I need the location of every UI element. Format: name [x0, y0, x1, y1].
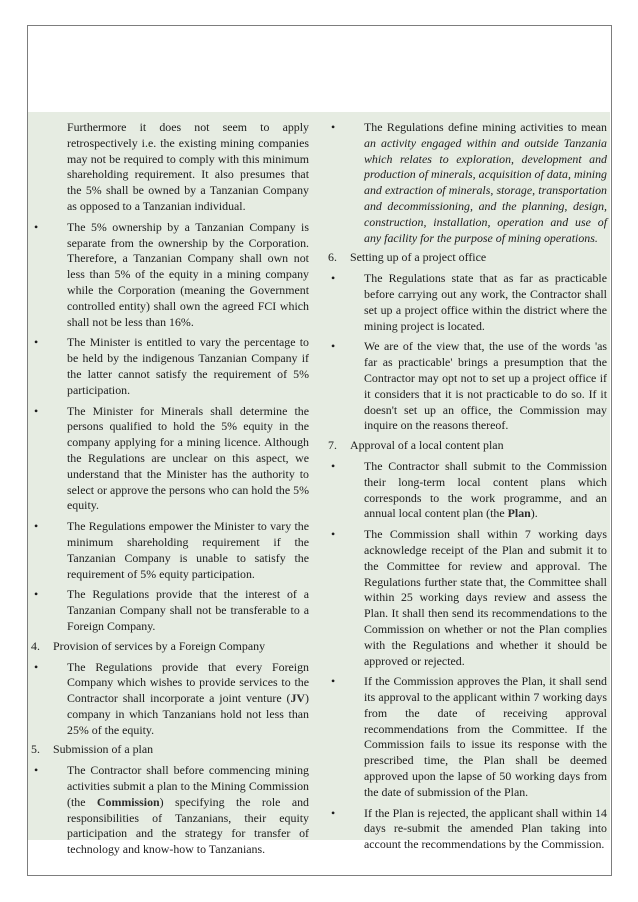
bullet-icon: • — [331, 120, 336, 134]
list-item — [31, 519, 309, 582]
list-item-text: The Minister for Minerals shall determine the persons qualified to hold the 5% equity in the company applying for a mining licence. Although the Regulations are unclear on this aspect, we understand that the Minister has the authority to select or approve the persons who can hold the 5% equity. — [67, 403, 309, 513]
list-item-text: If the Commission approves the Plan, it shall send its approval to the applicant within 7 working days from the date of receiving approval recommendations from the Committee. If the Commission fails to issue its response with the prescribed time, the Plan shall be deemed approved upon the lapse of 50 working days from the date of submission of the Plan. — [364, 674, 607, 799]
list-item-text: The Commission shall within 7 working days acknowledge receipt of the Plan and submit it to the Committee for review and approval. The Regulations further state that, the Committee shall within 25 working days review and assess the Plan. It shall then send its recommendations to the Commission on whether or not the Plan complies with the Regulations and whether it should be approved or rejected. — [364, 527, 607, 668]
bullet-icon: • — [331, 674, 336, 689]
section-title: Provision of services by a Foreign Company — [53, 638, 266, 653]
bullet-icon: • — [331, 271, 336, 286]
defined-term: Commission — [96, 794, 160, 809]
section-number: 6. — [328, 250, 337, 265]
list-item — [328, 339, 607, 434]
bullet-icon: • — [331, 458, 336, 473]
text-run: ) company in which Tanzanians hold not less than 25% of the equity. — [67, 691, 309, 737]
defined-term: JV — [290, 691, 306, 706]
definition-italic: an activity engaged within and outside Tanzania which relates to exploration, development and production of minerals, acquisition of data, mining and extraction of minerals, storage, transportation and decommissioning, and the planning, design, construction, installation, operation and use of any facility for the purpose of mining operations. — [364, 135, 607, 245]
list-item — [31, 763, 309, 858]
list-item-text — [364, 120, 607, 246]
bullet-icon: • — [34, 763, 39, 778]
section-heading-7 — [328, 438, 607, 454]
list-item-text: We are of the view that, the use of the words 'as far as practicable' brings a presumption that the Contractor may opt not to set up a project office if it considers that it is not practicable to do so. If it doesn't set up an office, the Commission may inquire on the reasons thereof. — [364, 339, 607, 433]
text-run: ) specifying the role and responsibilities of Tanzanians, their equity participation and the strategy for transfer of technology and know-how to Tanzanians. — [67, 794, 309, 857]
list-item — [328, 120, 607, 246]
section-title: Approval of a local content plan — [350, 438, 504, 453]
list-item — [328, 674, 607, 800]
list-item-text — [364, 459, 607, 522]
list-item-text — [67, 763, 309, 858]
section-title: Submission of a plan — [53, 742, 154, 757]
defined-term: Plan — [507, 506, 531, 521]
list-item — [328, 806, 607, 853]
text-run: The Regulations provide that every Foreign Company which wishes to provide services to the Contractor shall incorporate a joint venture ( — [67, 659, 309, 706]
bullet-icon: • — [34, 659, 39, 674]
list-item — [328, 527, 607, 669]
section-title: Setting up of a project office — [350, 250, 487, 265]
list-item-text: The Regulations provide that the interest of a Tanzanian Company shall not be transferable to a Foreign Company. — [67, 587, 309, 633]
list-item-text: The 5% ownership by a Tanzanian Company is separate from the ownership by the Corporation. Therefore, a Tanzanian Company shall own not less than 5% of the equity in a mining company while the Corporation (meaning the Government controlled entity) shall own the agreed FCI which shall not be less than 16%. — [67, 219, 309, 329]
text-run: ). — [530, 506, 538, 521]
list-item — [328, 459, 607, 522]
list-item — [328, 271, 607, 334]
section-number: 4. — [31, 638, 40, 653]
left-column — [31, 120, 309, 858]
list-item-text — [67, 660, 309, 739]
right-column — [328, 120, 607, 853]
bullet-icon: • — [34, 403, 39, 418]
section-number: 7. — [328, 438, 337, 453]
text-run: The Contractor shall submit to the Commission their long-term local content plans which corresponds to the work programme, and an annual local content plan (the — [364, 458, 607, 521]
list-item-text: The Regulations state that as far as practicable before carrying out any work, the Contractor shall set up a project office within the district where the mining project is located. — [364, 271, 607, 333]
list-item — [31, 404, 309, 515]
intro-paragraph: Furthermore it does not seem to apply retrospectively i.e. the existing mining companies may not be required to comply with this minimum shareholding requirement. It also presumes that the 5% shall be owned by a Tanzanian Company as opposed to a Tanzanian individual. — [67, 120, 309, 213]
list-item — [31, 587, 309, 634]
list-item — [31, 660, 309, 739]
bullet-icon: • — [34, 587, 39, 602]
bullet-icon: • — [331, 527, 336, 542]
bullet-icon: • — [34, 219, 39, 234]
list-item — [31, 220, 309, 331]
list-item-text: If the Plan is rejected, the applicant shall within 14 days re-submit the amended Plan taking into account the recommendations by the Commission. — [364, 805, 607, 852]
section-heading-4 — [31, 639, 309, 655]
text-run: The Contractor shall before commencing mining activities submit a plan to the Mining Commission (the — [67, 763, 309, 809]
bullet-icon: • — [34, 519, 39, 534]
bullet-icon: • — [331, 805, 336, 820]
bullet-icon: • — [331, 339, 336, 354]
section-heading-5 — [31, 742, 309, 758]
list-item — [31, 335, 309, 398]
list-item-text: The Regulations empower the Minister to vary the minimum shareholding requirement if the Tanzanian Company is unable to satisfy the requirement of 5% equity participation. — [67, 519, 309, 581]
bullet-icon: • — [34, 335, 39, 350]
section-number: 5. — [31, 742, 40, 757]
text-run: The Regulations define mining activities to mean — [364, 120, 607, 134]
section-heading-6 — [328, 250, 607, 266]
list-item-text: The Minister is entitled to vary the percentage to be held by the indigenous Tanzanian Company if the latter cannot satisfy the requirement of 5% participation. — [67, 335, 309, 397]
